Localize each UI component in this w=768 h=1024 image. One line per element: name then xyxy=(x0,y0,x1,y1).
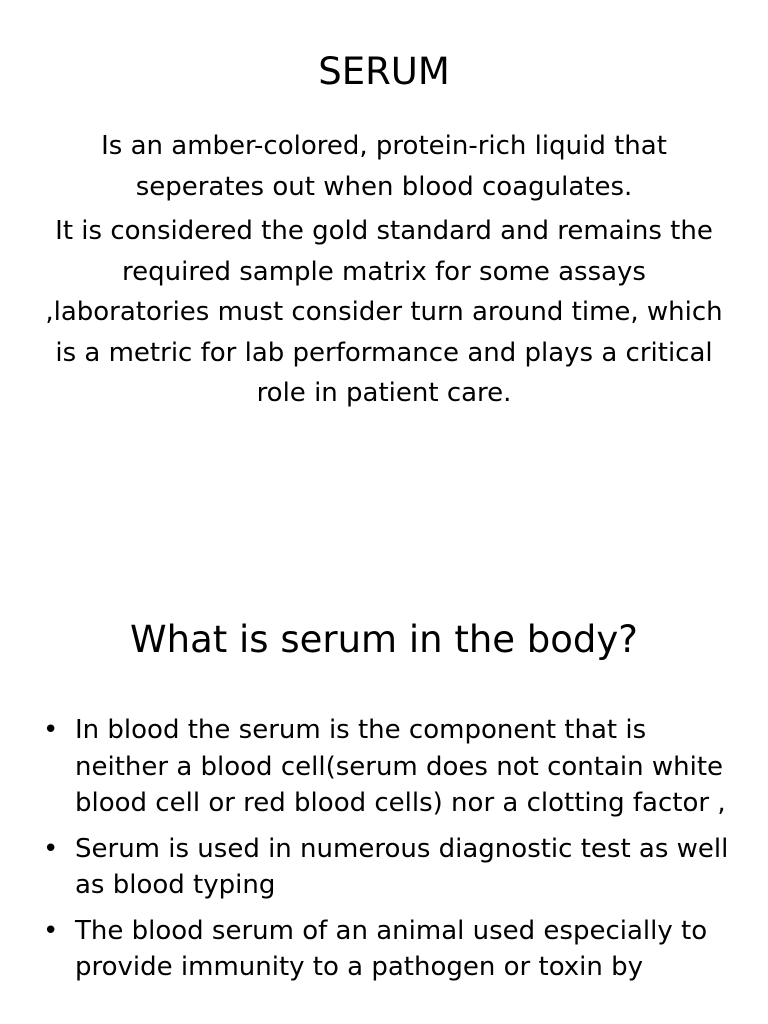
slide-title: SERUM xyxy=(318,50,450,93)
bullet-list xyxy=(0,712,768,995)
slide-serum-in-body xyxy=(0,512,768,1024)
slide-title: What is serum in the body? xyxy=(130,618,638,661)
paragraph-gold-standard: It is considered the gold standard and remains the required sample matrix for some assays ,laboratories must consider turn around time, which is a metric for lab performance and plays a critical role in patient care. xyxy=(45,216,723,408)
slide-body xyxy=(40,126,728,418)
list-item xyxy=(0,831,768,904)
bullet-icon: • xyxy=(43,915,59,946)
bullet-icon: • xyxy=(43,833,59,864)
list-item-text: The blood serum of an animal used especially to provide immunity to a pathogen or toxin by xyxy=(75,915,708,982)
paragraph-definition: Is an amber-colored, protein-rich liquid that seperates out when blood coagulates. xyxy=(101,131,667,202)
list-item-text: Serum is used in numerous diagnostic test as well as blood typing xyxy=(75,833,729,900)
bullet-icon: • xyxy=(43,715,59,745)
list-item xyxy=(0,712,768,822)
list-item-text: In blood the serum is the component that is neither a blood cell(serum does not contain white blood cell or red blood cells) nor a clotting factor , xyxy=(75,715,726,818)
list-item xyxy=(0,913,768,986)
